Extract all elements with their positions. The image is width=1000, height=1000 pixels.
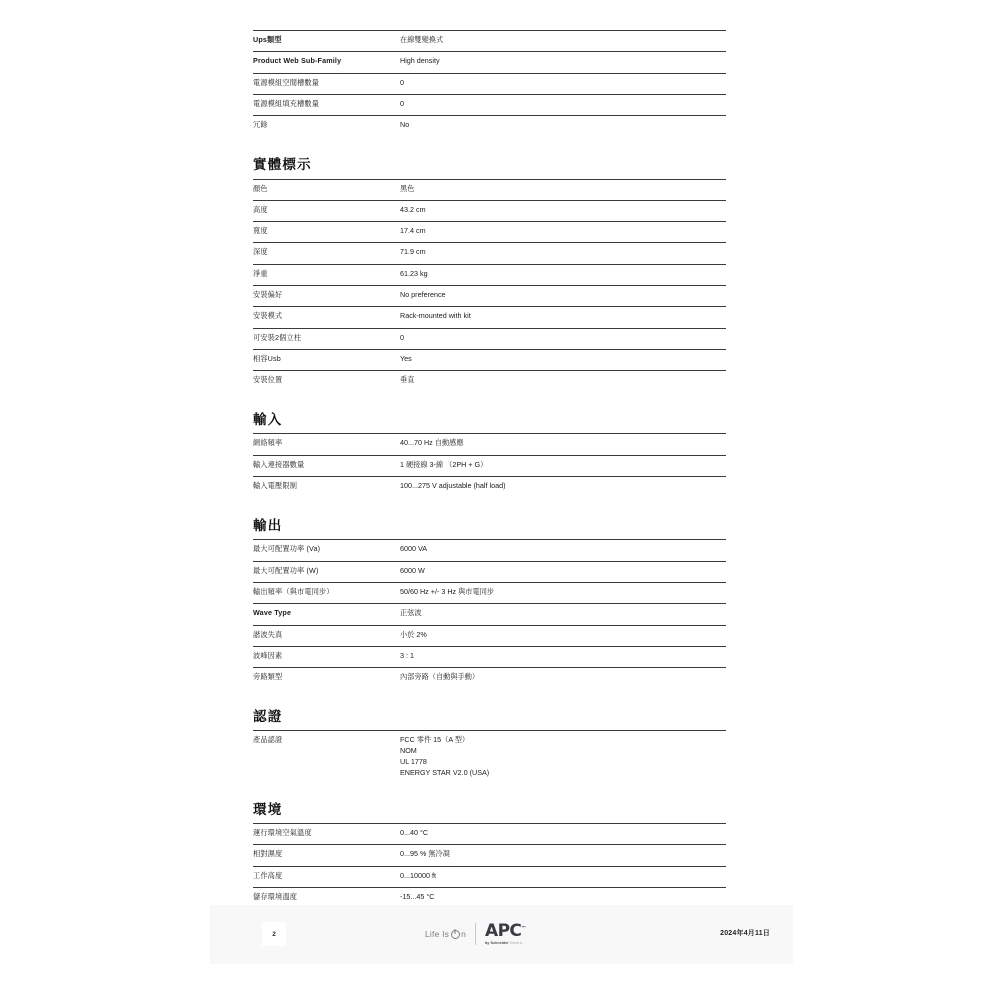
spec-row — [253, 31, 726, 52]
spec-label: Product Web Sub-Family — [253, 52, 397, 73]
spec-value: 0...10000 ft — [397, 866, 726, 887]
spec-label: 輸出頻率（與市電同步） — [253, 582, 397, 603]
spec-row — [253, 264, 726, 285]
spec-content — [253, 30, 723, 909]
apc-wordmark-text: APC — [485, 920, 522, 941]
spec-row — [253, 845, 726, 866]
spec-value-line: UL 1778 — [400, 757, 427, 767]
spec-value: 6000 VA — [397, 540, 726, 561]
spec-row — [253, 824, 726, 845]
apc-wordmark — [485, 920, 527, 941]
spec-row — [253, 477, 726, 498]
spec-value: 0 — [397, 328, 726, 349]
spec-label: 可安裝2個立柱 — [253, 328, 397, 349]
spec-row — [253, 866, 726, 887]
apc-sublabel-suffix: Electric — [509, 940, 523, 945]
spec-row — [253, 307, 726, 328]
spec-row — [253, 328, 726, 349]
spec-row — [253, 200, 726, 221]
spec-section-output — [253, 518, 723, 689]
spec-value-line: ENERGY STAR V2.0 (USA) — [400, 767, 490, 777]
spec-row — [253, 540, 726, 561]
section-title-input: 輸入 — [253, 411, 283, 427]
brand-logo-group — [425, 921, 526, 947]
spec-value: 71.9 cm — [397, 243, 726, 264]
spec-row — [253, 646, 726, 667]
spec-value: 3 : 1 — [397, 646, 726, 667]
spec-label: 最大可配置功率 (W) — [253, 561, 397, 582]
spec-value: No preference — [397, 285, 726, 306]
spec-value: 61.23 kg — [397, 264, 726, 285]
spec-label: 最大可配置功率 (Va) — [253, 540, 397, 561]
spec-label: 深度 — [253, 243, 397, 264]
spec-label: 安裝位置 — [253, 371, 397, 392]
spec-label: 運行環境空氣溫度 — [253, 824, 397, 845]
spec-row — [253, 604, 726, 625]
spec-label: 波峰因素 — [253, 646, 397, 667]
spec-value: 黑色 — [397, 179, 726, 200]
spec-label: 儲存環境溫度 — [253, 888, 397, 909]
spec-label: 輸入電壓限制 — [253, 477, 397, 498]
spec-row — [253, 668, 726, 689]
spec-value-line: NOM — [400, 746, 417, 756]
spec-label: 諧波失真 — [253, 625, 397, 646]
spec-row — [253, 73, 726, 94]
page-number: 2 — [262, 922, 286, 946]
section-title-environment: 環境 — [253, 801, 283, 817]
spec-row — [253, 349, 726, 370]
spec-value: 43.2 cm — [397, 200, 726, 221]
spec-value-line: FCC 零件 15（A 型） — [400, 735, 470, 745]
spec-section-input — [253, 412, 723, 498]
spec-value: Yes — [397, 349, 726, 370]
spec-value: 在線雙變換式 — [397, 31, 726, 52]
spec-value: 1 硬接線 3-線 （2PH + G） — [397, 455, 726, 476]
spec-value: 0 — [397, 73, 726, 94]
spec-value: -15...45 °C — [397, 888, 726, 909]
spec-row — [253, 625, 726, 646]
spec-sections — [253, 30, 723, 909]
spec-row — [253, 222, 726, 243]
spec-label: 相對濕度 — [253, 845, 397, 866]
footer-date: 2024年4月11日 — [720, 930, 770, 937]
spec-label: 冗餘 — [253, 116, 397, 137]
spec-label: 高度 — [253, 200, 397, 221]
spec-row — [253, 243, 726, 264]
spec-value: Rack-mounted with kit — [397, 307, 726, 328]
spec-section-environment — [253, 802, 723, 909]
spec-value: 正弦波 — [397, 604, 726, 625]
spec-label: Ups類型 — [253, 31, 397, 52]
spec-row — [253, 52, 726, 73]
spec-value: 17.4 cm — [397, 222, 726, 243]
tagline-text-2: n — [461, 929, 467, 939]
spec-table-output — [253, 539, 726, 689]
apc-sublabel — [485, 942, 522, 946]
spec-table-continued-top — [253, 30, 726, 137]
spec-value: 0...95 % 無冷凝 — [397, 845, 726, 866]
section-title-certification: 認證 — [253, 708, 283, 724]
spec-label: 安裝偏好 — [253, 285, 397, 306]
spec-value: 100...275 V adjustable (half load) — [397, 477, 726, 498]
spec-row — [253, 94, 726, 115]
spec-label: 旁路類型 — [253, 668, 397, 689]
spec-table-environment — [253, 823, 726, 909]
spec-row — [253, 455, 726, 476]
spec-label: 安裝模式 — [253, 307, 397, 328]
spec-label: 網絡頻率 — [253, 434, 397, 455]
section-title-physical: 實體標示 — [253, 156, 312, 172]
spec-row — [253, 731, 726, 782]
spec-label: 工作高度 — [253, 866, 397, 887]
spec-label: 寬度 — [253, 222, 397, 243]
spec-row — [253, 179, 726, 200]
logo-divider — [475, 923, 476, 945]
spec-label: 相容Usb — [253, 349, 397, 370]
spec-value: 小於 2% — [397, 625, 726, 646]
spec-label: Wave Type — [253, 604, 397, 625]
spec-value: High density — [397, 52, 726, 73]
spec-row — [253, 371, 726, 392]
spec-label: 輸入連接器數量 — [253, 455, 397, 476]
spec-value: 50/60 Hz +/- 3 Hz 與市電同步 — [397, 582, 726, 603]
apc-sublabel-prefix: by Schneider — [485, 940, 509, 945]
life-is-on-tagline — [425, 929, 466, 939]
spec-row — [253, 116, 726, 137]
spec-value: No — [397, 116, 726, 137]
spec-table-certification — [253, 730, 726, 781]
spec-section-physical — [253, 157, 723, 392]
spec-row — [253, 561, 726, 582]
section-title-output: 輸出 — [253, 517, 283, 533]
spec-section-continued-top — [253, 30, 723, 137]
spec-label: 淨重 — [253, 264, 397, 285]
spec-table-physical — [253, 179, 726, 392]
spec-row — [253, 434, 726, 455]
spec-value: 0 — [397, 94, 726, 115]
spec-value: 0...40 °C — [397, 824, 726, 845]
spec-label: 電源模組填充槽數量 — [253, 94, 397, 115]
spec-value: 6000 W — [397, 561, 726, 582]
trademark-icon: ™ — [521, 925, 527, 932]
page-footer — [210, 905, 793, 964]
tagline-text-1: Life Is — [425, 929, 450, 939]
spec-label: 顏色 — [253, 179, 397, 200]
apc-logo — [485, 920, 527, 946]
spec-table-input — [253, 433, 726, 497]
spec-label: 電源模組空閒槽數量 — [253, 73, 397, 94]
spec-label: 產品認證 — [253, 731, 397, 782]
power-symbol-icon — [451, 930, 460, 939]
spec-row — [253, 285, 726, 306]
spec-value: 40...70 Hz 自動感應 — [397, 434, 726, 455]
spec-row — [253, 582, 726, 603]
spec-value — [397, 731, 726, 782]
spec-section-certification — [253, 709, 723, 782]
spec-value: 垂直 — [397, 371, 726, 392]
spec-value: 內部旁路（自動與手動） — [397, 668, 726, 689]
